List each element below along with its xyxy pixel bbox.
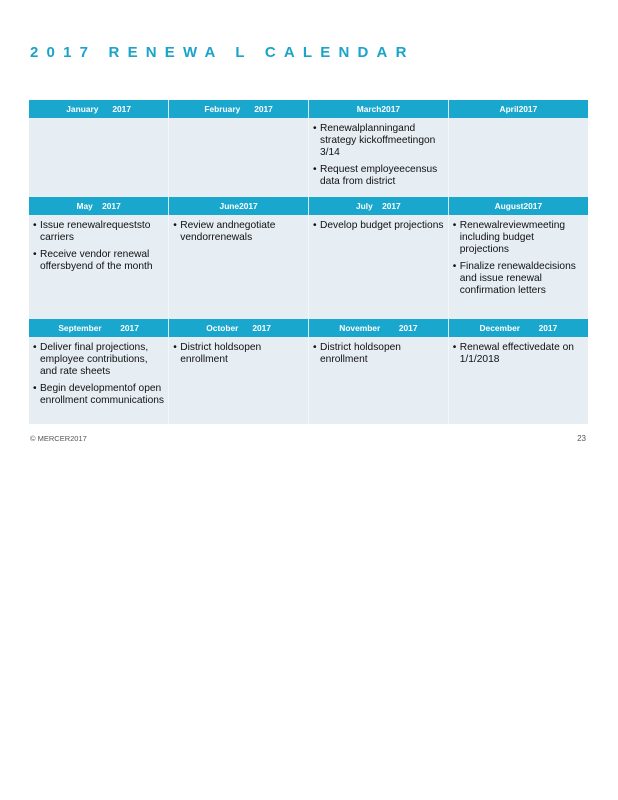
month-header: January 2017 [29, 100, 169, 118]
month-header: February 2017 [169, 100, 309, 118]
task-item: • Renewal effectivedate on 1/1/2018 [453, 342, 584, 366]
month-header: July 2017 [309, 197, 449, 215]
page-number: 23 [577, 434, 586, 443]
month-cell [309, 215, 449, 319]
month-body-row [29, 118, 588, 197]
task-list [313, 220, 444, 232]
task-item: • Develop budget projections [313, 220, 444, 232]
month-cell [309, 118, 449, 197]
month-header: April2017 [448, 100, 588, 118]
month-header: March2017 [309, 100, 449, 118]
task-list [453, 342, 584, 366]
task-item: • Renewalreviewmeeting including budget projections [453, 220, 584, 256]
month-header-row [29, 100, 588, 118]
month-cell [169, 215, 309, 319]
month-cell [448, 118, 588, 197]
task-item: • Issue renewalrequeststo carriers [33, 220, 164, 244]
task-list [33, 342, 164, 407]
task-list [313, 342, 444, 366]
task-item: • Review andnegotiate vendorrenewals [173, 220, 304, 244]
month-header: September 2017 [29, 319, 169, 337]
month-cell [29, 337, 169, 424]
month-body-row [29, 215, 588, 319]
renewal-calendar-table [29, 100, 588, 424]
task-list [453, 220, 584, 297]
task-list [173, 220, 304, 244]
month-cell [169, 337, 309, 424]
task-item: • Finalize renewaldecisions and issue renewal confirmation letters [453, 261, 584, 297]
task-item: • Renewalplanningand strategy kickoffmeetingon 3/14 [313, 123, 444, 159]
copyright-text: © MERCER2017 [30, 434, 87, 443]
month-header: November 2017 [309, 319, 449, 337]
month-header-row [29, 319, 588, 337]
month-header: May 2017 [29, 197, 169, 215]
month-cell [448, 215, 588, 319]
task-item: • District holdsopen enrollment [313, 342, 444, 366]
month-header: October 2017 [169, 319, 309, 337]
page-title: 2017 RENEWA L CALENDAR [30, 44, 415, 61]
month-cell [169, 118, 309, 197]
month-header: August2017 [448, 197, 588, 215]
task-list [313, 123, 444, 188]
month-header: December 2017 [448, 319, 588, 337]
task-item: • Begin developmentof open enrollment communications [33, 383, 164, 407]
task-item: • Deliver final projections, employee contributions, and rate sheets [33, 342, 164, 378]
task-list [173, 342, 304, 366]
month-header-row [29, 197, 588, 215]
task-item: • Request employeecensus data from district [313, 164, 444, 188]
month-cell [448, 337, 588, 424]
month-cell [29, 118, 169, 197]
task-item: • Receive vendor renewal offersbyend of the month [33, 249, 164, 273]
month-cell [309, 337, 449, 424]
task-list [33, 220, 164, 273]
month-body-row [29, 337, 588, 424]
month-cell [29, 215, 169, 319]
task-item: • District holdsopen enrollment [173, 342, 304, 366]
month-header: June2017 [169, 197, 309, 215]
